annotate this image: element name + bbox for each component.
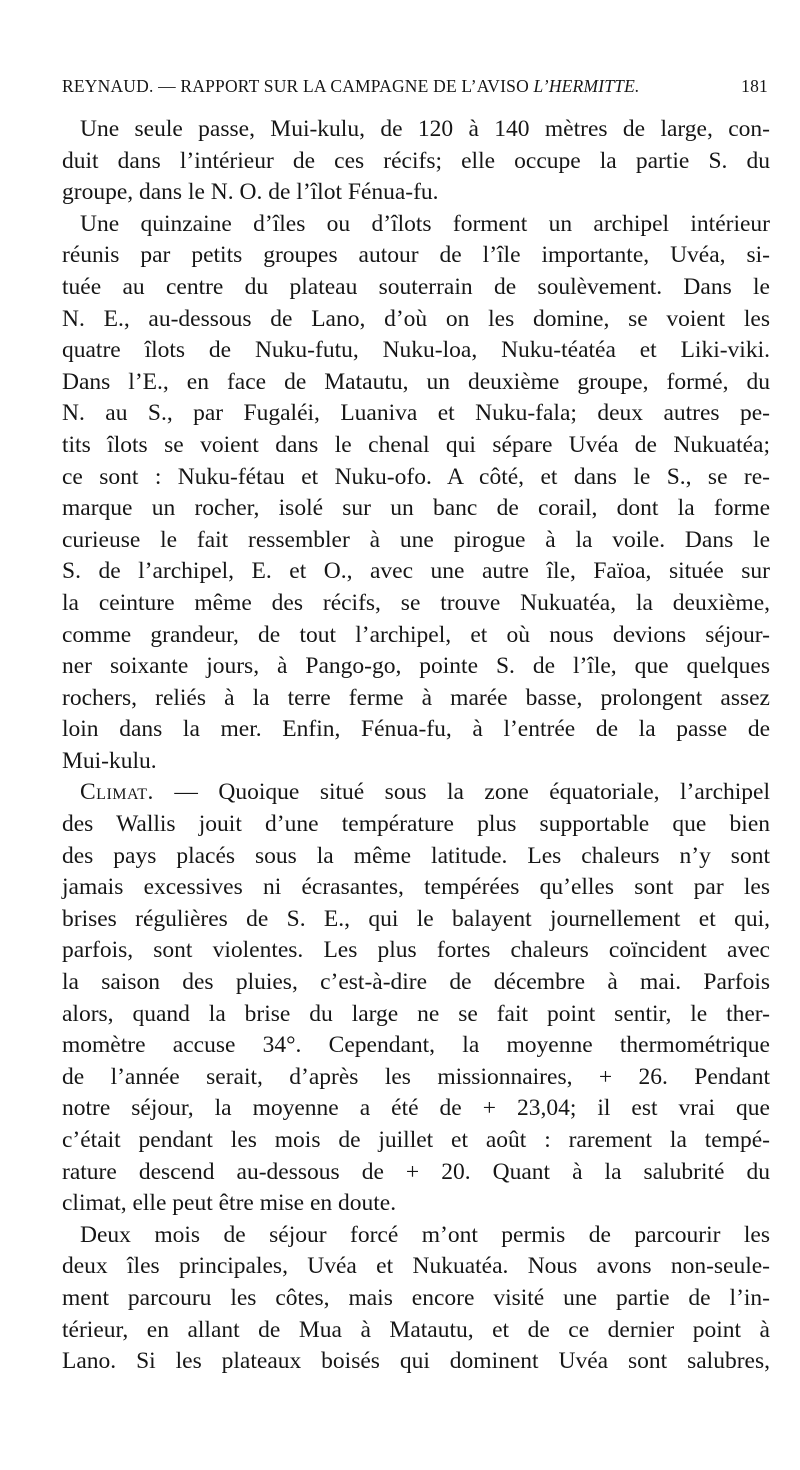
text-line: tits îlots se voient dans le chenal qui sépare Uvéa de Nukuatéa; xyxy=(62,431,770,458)
text-line: des pays placés sous la même latitude. Les chaleurs n’y sont xyxy=(62,842,770,869)
text-line: ner soixante jours, à Pango-go, pointe S. de l’île, que quelques xyxy=(62,653,770,680)
header-separator: — xyxy=(153,76,181,96)
text-line: ce sont : Nuku-fétau et Nuku-ofo. A côté, et dans le S., se re- xyxy=(62,463,770,490)
text-line: groupe, dans le N. O. de l’îlot Fénua-fu. xyxy=(62,179,439,206)
text-line: alors, quand la brise du large ne se fait point sentir, le ther- xyxy=(62,1000,770,1027)
text-line: la ceinture même des récifs, se trouve Nukuatéa, la deuxième, xyxy=(62,589,770,616)
paragraph-archipel xyxy=(62,209,770,778)
text-line: c’était pendant les mois de juillet et août : rarement la tempé- xyxy=(62,1127,770,1153)
paragraph-passe xyxy=(62,114,770,209)
body-text xyxy=(62,114,770,1378)
text-line: curieuse le fait ressembler à une pirogue à la voile. Dans le xyxy=(62,526,770,553)
text-line: quatre îlots de Nuku-futu, Nuku-loa, Nuku-téatéa et Liki-viki. xyxy=(62,337,770,364)
text-line: climat, elle peut être mise en doute. xyxy=(62,1190,397,1217)
header-title: RAPPORT SUR LA CAMPAGNE DE L’AVISO xyxy=(180,76,534,96)
text-line: marque un rocher, isolé sur un banc de corail, dont la forme xyxy=(62,495,770,522)
text-line: loin dans la mer. Enfin, Fénua-fu, à l’entrée de la passe de xyxy=(62,716,770,743)
text-line: S. de l’archipel, E. et O., avec une autre île, Faïoa, située sur xyxy=(62,558,770,585)
text-line: momètre accuse 34°. Cependant, la moyenne thermométrique xyxy=(62,1032,770,1059)
text-line: ment parcouru les côtes, mais encore visité une partie de l’in- xyxy=(62,1284,770,1311)
text-line: N. au S., par Fugaléi, Luaniva et Nuku-fala; deux autres pe- xyxy=(62,400,770,427)
text-line: comme grandeur, de tout l’archipel, et où nous devions séjour- xyxy=(62,621,770,648)
text-line: Une seule passe, Mui-kulu, de 120 à 140 mètres de large, con- xyxy=(80,116,770,142)
text-line: térieur, en allant de Mua à Matautu, et de ce dernier point à xyxy=(62,1316,770,1343)
text-line: N. E., au-dessous de Lano, d’où on les domine, se voient les xyxy=(62,305,770,332)
text-line: brises régulières de S. E., qui le balayent journellement et qui, xyxy=(62,905,770,932)
text-line: réunis par petits groupes autour de l’île importante, Uvéa, si- xyxy=(62,242,770,269)
text-line: Une quinzaine d’îles ou d’îlots forment un archipel intérieur xyxy=(80,210,770,237)
text-line: des Wallis jouit d’une température plus supportable que bien xyxy=(62,811,770,838)
header-author: REYNAUD. xyxy=(62,76,154,96)
text-line: rochers, reliés à la terre ferme à marée basse, prolongent assez xyxy=(62,684,770,711)
text-line: rature descend au-dessous de + 20. Quant à la salubrité du xyxy=(62,1158,770,1185)
text-line: la saison des pluies, c’est-à-dire de décembre à mai. Parfois xyxy=(62,969,770,996)
text-line: jamais excessives ni écrasantes, tempérées qu’elles sont par les xyxy=(62,874,770,901)
text-line: deux îles principales, Uvéa et Nukuatéa. Nous avons non-seule- xyxy=(62,1253,770,1280)
paragraph-sejour xyxy=(62,1220,770,1378)
text-line: Deux mois de séjour forcé m’ont permis de parcourir les xyxy=(80,1221,770,1248)
text-line xyxy=(62,777,770,809)
text-line: de l’année serait, d’après les missionnaires, + 26. Pendant xyxy=(62,1063,770,1090)
text-line: Mui-kulu. xyxy=(62,747,157,774)
text-line: notre séjour, la moyenne a été de + 23,04; il est vrai que xyxy=(62,1095,770,1122)
text-line: Lano. Si les plateaux boisés qui dominent Uvéa sont salubres, xyxy=(62,1348,770,1375)
section-heading: Climat. xyxy=(80,779,154,806)
line-text: Quoique situé sous la zone équatoriale, l’archipel xyxy=(218,779,771,806)
heading-separator: — xyxy=(153,779,219,806)
text-line: parfois, sont violentes. Les plus fortes chaleurs coïncident avec xyxy=(62,937,770,964)
paragraph-climat xyxy=(62,777,770,1219)
text-line: tuée au centre du plateau souterrain de soulèvement. Dans le xyxy=(62,273,770,300)
page-number: 181 xyxy=(741,76,768,96)
text-line: Dans l’E., en face de Matautu, un deuxième groupe, formé, du xyxy=(62,368,770,395)
running-header xyxy=(62,76,768,97)
text-line: duit dans l’intérieur de ces récifs; elle occupe la partie S. du xyxy=(62,147,770,174)
header-ship-name: L’HERMITTE. xyxy=(533,76,640,96)
